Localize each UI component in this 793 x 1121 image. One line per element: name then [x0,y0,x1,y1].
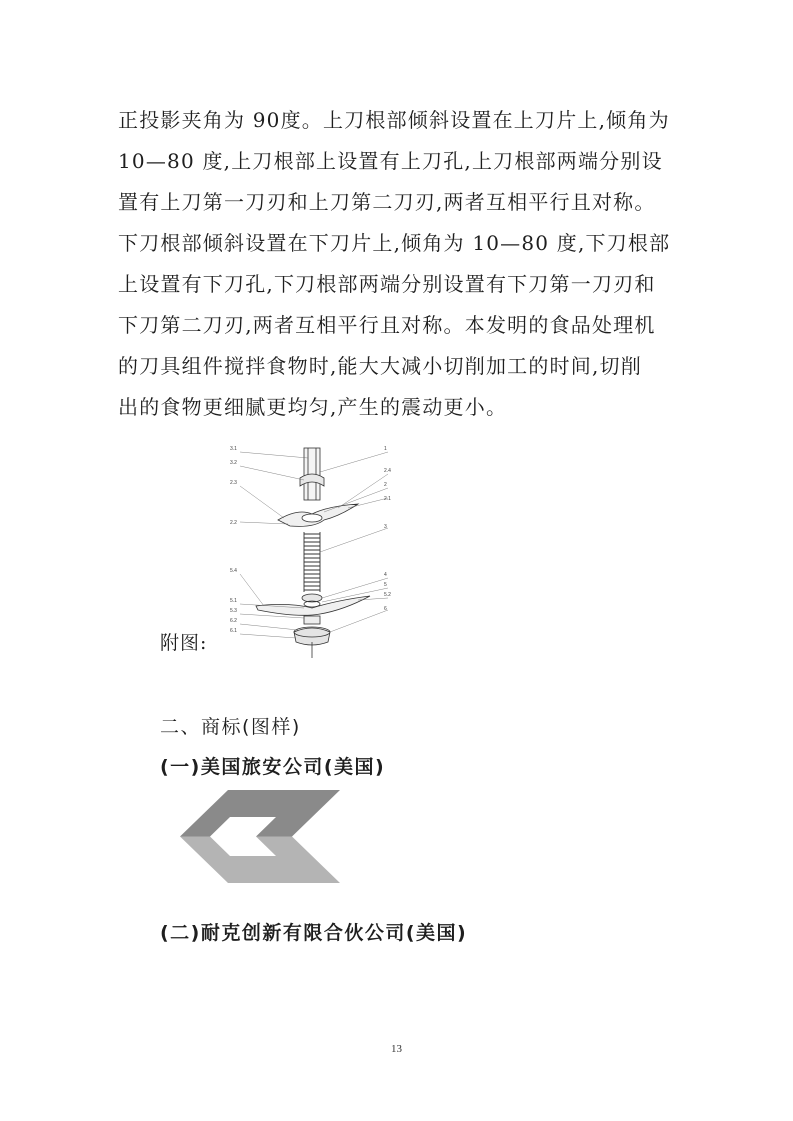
part-label: 1 [384,446,387,452]
blade-assembly-drawing [228,442,398,660]
text-line: 下刀第二刀刃,两者互相平行且对称。本发明的食品处理机 [118,313,656,337]
part-label: 5.1 [230,598,237,604]
text-line: 出的食物更细腻更均匀,产生的震动更小。 [118,395,508,419]
section-title: 二、商标(图样) [160,716,301,738]
part-label: 6.1 [230,628,237,634]
part-label: 2.1 [384,496,391,502]
text-line: 的刀具组件搅拌食物时,能大大减小切削加工的时间,切削 [118,354,642,378]
figure-caption: 附图: [160,632,208,654]
text-line: 10—80 度,上刀根部上设置有上刀孔,上刀根部两端分别设 [118,149,663,173]
part-label: 6.2 [230,618,237,624]
part-label: 3.1 [230,446,237,452]
trademark-logo [180,790,340,883]
trademark-item-1: (一)美国旅安公司(美国) [160,756,386,778]
text-line: 正投影夹角为 90度。上刀根部倾斜设置在上刀片上,倾角为 [118,108,670,132]
part-label: 6 [384,606,387,612]
trademark-item-2: (二)耐克创新有限合伙公司(美国) [160,922,468,944]
part-label: 3.2 [230,460,237,466]
text-line: 下刀根部倾斜设置在下刀片上,倾角为 10—80 度,下刀根部 [118,231,671,255]
part-label: 5 [384,582,387,588]
part-label: 5.2 [384,592,391,598]
text-line: 置有上刀第一刀刃和上刀第二刀刃,两者互相平行且对称。 [118,190,656,214]
part-label: 2.2 [230,520,237,526]
part-label: 5.4 [230,568,237,574]
part-label: 5.3 [230,608,237,614]
part-label: 2.3 [230,480,237,486]
page-number: 13 [391,1043,402,1055]
part-label: 2 [384,482,387,488]
part-label: 2.4 [384,468,391,474]
part-label: 3 [384,524,387,530]
text-line: 上设置有下刀孔,下刀根部两端分别设置有下刀第一刀刃和 [118,272,656,296]
part-label: 4 [384,572,387,578]
